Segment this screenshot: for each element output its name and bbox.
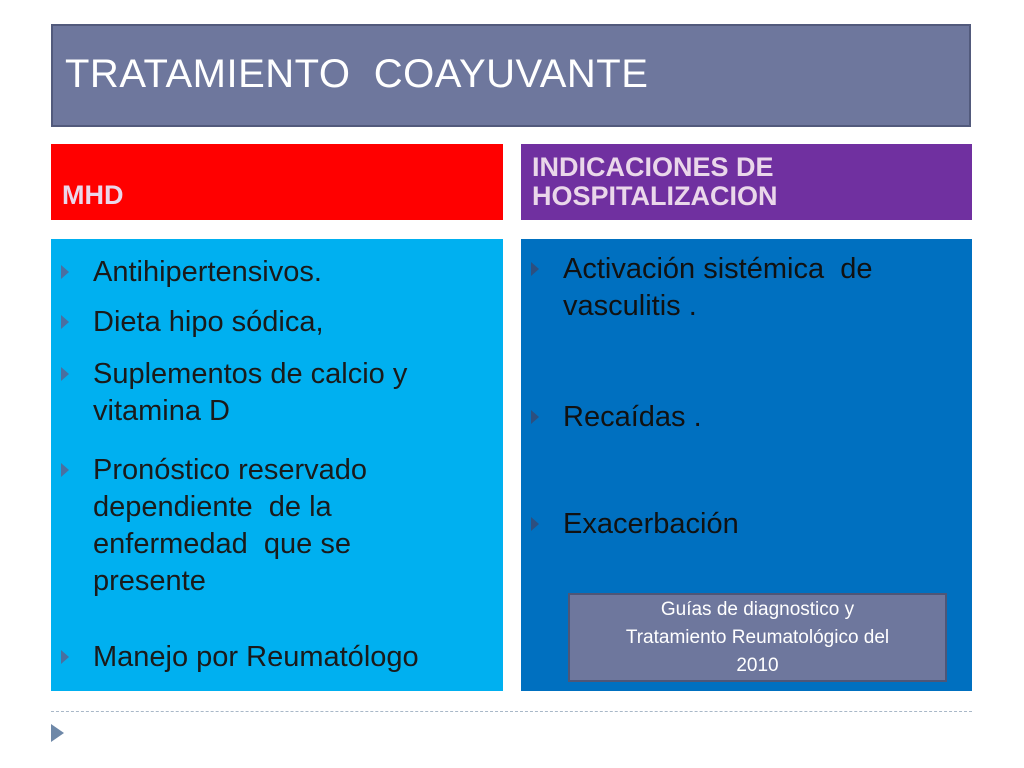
triangle-arrow-icon [51,724,64,742]
reference-line-1: Guías de diagnostico y [660,599,855,620]
triangle-bullet-icon [61,650,69,664]
list-item [61,254,497,291]
list-item [61,356,497,430]
list-item-text: Pronóstico reservado dependiente de la enfermedad que se presente [93,454,368,597]
list-item-text: Suplementos de calcio y vitamina D [93,358,408,427]
list-item-text: Recaídas . [563,401,702,433]
left-header-label: MHD [62,180,124,210]
reference-line-3: 2010 [736,655,779,676]
triangle-bullet-icon [61,265,69,279]
footer-divider [51,711,972,712]
title-bar [51,24,971,127]
list-item [531,399,966,436]
triangle-bullet-icon [531,262,539,276]
left-column [51,239,503,691]
list-item-text: Antihipertensivos. [93,256,322,288]
slide-title: TRATAMIENTO COAYUVANTE [65,52,649,96]
list-item [61,304,497,341]
triangle-bullet-icon [61,367,69,381]
list-item-text: Exacerbación [563,508,739,540]
list-item-text: Dieta hipo sódica, [93,306,324,338]
right-column-header [521,144,972,220]
triangle-bullet-icon [531,410,539,424]
reference-note-box [568,593,947,682]
triangle-bullet-icon [531,517,539,531]
list-item [61,452,497,600]
list-item [531,251,966,325]
right-header-line1: INDICACIONES DE [532,152,774,182]
right-header-label [532,153,778,211]
reference-line-2: Tratamiento Reumatológico del [625,627,890,648]
list-item-text: Manejo por Reumatólogo [93,641,419,673]
list-item-text: Activación sistémica de vasculitis . [563,253,873,322]
list-item [61,639,497,676]
right-header-line2: HOSPITALIZACION [532,181,778,211]
triangle-bullet-icon [61,463,69,477]
list-item [531,506,966,543]
triangle-bullet-icon [61,315,69,329]
left-column-header [51,144,503,220]
